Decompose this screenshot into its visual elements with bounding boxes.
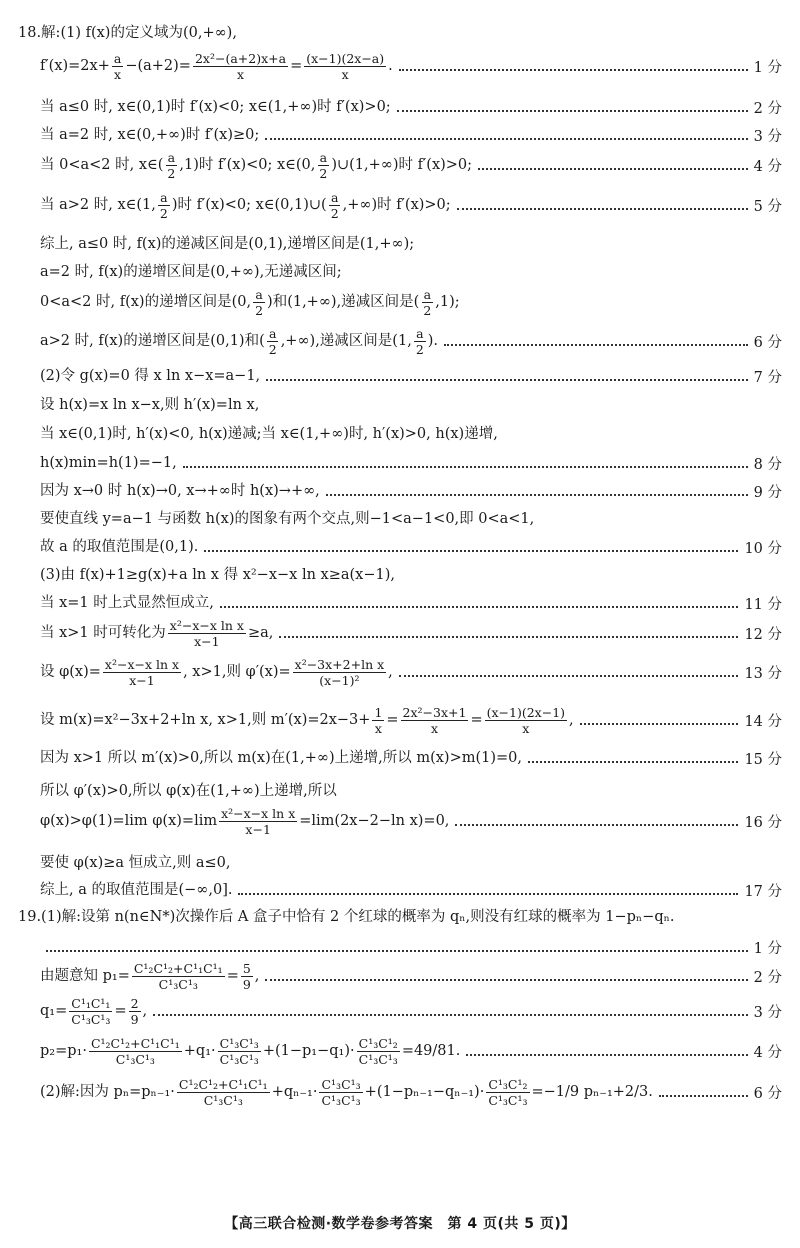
dot-leader <box>238 893 738 895</box>
score-label: 6 分 <box>753 1085 782 1102</box>
fraction <box>218 1036 261 1067</box>
dot-leader <box>580 723 739 725</box>
expr-text: 设 φ(x)= <box>40 664 101 680</box>
fraction <box>267 326 279 357</box>
fraction-denominator: C¹₃C¹₃ <box>488 1092 528 1108</box>
solution-line <box>0 934 800 960</box>
fraction-denominator: 2 <box>159 205 168 221</box>
line-expression <box>40 618 273 649</box>
fraction-numerator: 2x²−(a+2)x+a <box>194 50 287 66</box>
solution-line <box>0 1035 800 1067</box>
fraction <box>89 1036 182 1067</box>
solution-line <box>0 478 800 504</box>
score-label: 10 分 <box>744 540 782 557</box>
expr-text: ,1)时 f′(x)<0; x∈(0, <box>179 157 316 173</box>
line-expression <box>40 537 198 557</box>
dot-leader <box>326 494 748 496</box>
fraction-numerator: 2 <box>130 995 139 1011</box>
fraction-denominator: C¹₃C¹₃ <box>115 1051 155 1067</box>
solution-line <box>0 617 800 649</box>
score-label: 16 分 <box>744 814 782 831</box>
expr-text: +qₙ₋₁· <box>271 1084 318 1100</box>
fraction-numerator: C¹₃C¹₂ <box>358 1035 398 1051</box>
solution-line <box>0 850 800 876</box>
expr-text: )∪(1,+∞)时 f′(x)>0; <box>331 157 473 173</box>
expr-text: = <box>226 968 239 984</box>
expr-text: a=2 时, f(x)的递增区间是(0,+∞),无递减区间; <box>40 264 342 280</box>
expr-text: h(x)min=h(1)=−1, <box>40 455 177 471</box>
expr-text: ,+∞)时 f′(x)>0; <box>342 197 451 213</box>
score-label: 1 分 <box>753 59 782 76</box>
dot-leader <box>455 824 738 826</box>
line-expression <box>40 453 177 473</box>
score-label: 9 分 <box>753 484 782 501</box>
fraction-denominator: C¹₃C¹₃ <box>203 1092 243 1108</box>
fraction <box>485 705 567 736</box>
expr-text: 因为 x>1 所以 m′(x)>0,所以 m(x)在(1,+∞)上递增,所以 m(x)>m(1)=0, <box>40 750 523 766</box>
line-expression <box>40 1036 460 1067</box>
solution-line <box>0 656 800 688</box>
fraction-numerator: C¹₂C¹₂+C¹₁C¹₁ <box>90 1035 180 1051</box>
solution-line <box>0 704 800 736</box>
line-expression <box>40 853 231 873</box>
dot-leader <box>466 1054 747 1056</box>
solution-line <box>0 421 800 447</box>
solution-line <box>0 877 800 903</box>
fraction <box>372 705 384 736</box>
fraction <box>177 1077 270 1108</box>
fraction <box>421 287 433 318</box>
fraction <box>112 51 123 82</box>
line-expression <box>40 781 337 801</box>
expr-text: , <box>388 664 393 680</box>
fraction <box>486 1077 529 1108</box>
fraction-numerator: a <box>423 286 432 302</box>
dot-leader <box>46 950 748 952</box>
line-expression <box>40 234 414 254</box>
line-expression <box>40 97 391 117</box>
solution-line <box>0 363 800 389</box>
fraction <box>241 961 253 992</box>
expr-text: (2)令 g(x)=0 得 x ln x−x=a−1, <box>40 368 261 384</box>
expr-text: φ(x)>φ(1)=lim φ(x)=lim <box>40 813 218 829</box>
fraction <box>158 190 170 221</box>
solution-line <box>0 149 800 181</box>
fraction-denominator: x−1 <box>245 821 271 837</box>
dot-leader <box>528 761 738 763</box>
dot-leader <box>659 1095 748 1097</box>
fraction-denominator: 9 <box>130 1011 139 1027</box>
line-expression <box>40 125 259 145</box>
solution-line <box>0 534 800 560</box>
expr-text: = <box>470 712 483 728</box>
line-expression <box>18 907 675 927</box>
dot-leader <box>265 979 747 981</box>
score-label: 4 分 <box>753 1044 782 1061</box>
expr-text: ,+∞),递减区间是(1, <box>280 333 412 349</box>
line-expression <box>40 287 460 318</box>
fraction-denominator: C¹₃C¹₃ <box>71 1011 111 1027</box>
fraction-numerator: x²−3x+2+ln x <box>294 656 385 672</box>
fraction-denominator: x <box>114 66 122 82</box>
expr-text: 当 x>1 时可转化为 <box>40 625 166 641</box>
expr-text: =−1/9 pₙ₋₁+2/3. <box>531 1084 653 1100</box>
expr-text: +q₁· <box>183 1043 216 1059</box>
fraction <box>132 961 225 992</box>
fraction-denominator: C¹₃C¹₃ <box>358 1051 398 1067</box>
solution-line <box>0 904 800 930</box>
dot-leader <box>265 138 747 140</box>
expr-text: . <box>388 58 393 74</box>
line-expression <box>40 880 232 900</box>
solution-line <box>0 231 800 257</box>
line-expression <box>40 150 472 181</box>
expr-text: 因为 x→0 时 h(x)→0, x→+∞时 h(x)→+∞, <box>40 483 320 499</box>
fraction <box>304 51 386 82</box>
dot-leader <box>279 636 738 638</box>
line-expression <box>40 366 260 386</box>
fraction <box>293 657 387 688</box>
fraction-numerator: a <box>255 286 263 302</box>
solution-line <box>0 325 800 357</box>
line-expression <box>40 705 574 736</box>
fraction-denominator: C¹₃C¹₃ <box>158 976 198 992</box>
dot-leader <box>478 168 748 170</box>
fraction-denominator: 2 <box>319 165 328 181</box>
expr-text: =49/81. <box>401 1043 461 1059</box>
line-expression <box>40 424 498 444</box>
line-expression <box>40 51 393 82</box>
fraction-numerator: (x−1)(2x−a) <box>306 50 385 66</box>
expr-text: 综上, a≤0 时, f(x)的递减区间是(0,1),递增区间是(1,+∞); <box>40 236 415 252</box>
fraction-denominator: C¹₃C¹₃ <box>219 1051 259 1067</box>
fraction <box>253 287 265 318</box>
line-expression <box>40 481 320 501</box>
fraction-numerator: C¹₃C¹₂ <box>488 1076 528 1092</box>
expr-text: 设 h(x)=x ln x−x,则 h′(x)=ln x, <box>40 397 260 413</box>
line-expression <box>40 961 259 992</box>
expr-text: p₂=p₁· <box>40 1043 87 1059</box>
fraction-numerator: C¹₃C¹₃ <box>219 1035 259 1051</box>
solution-line <box>0 960 800 992</box>
fraction-denominator: 9 <box>242 976 251 992</box>
fraction-numerator: a <box>269 325 277 341</box>
dot-leader <box>266 379 747 381</box>
expr-text: 当 0<a<2 时, x∈( <box>40 157 164 173</box>
fraction-numerator: a <box>167 149 176 165</box>
line-expression <box>40 565 395 585</box>
expr-text: a>2 时, f(x)的递增区间是(0,1)和( <box>40 333 265 349</box>
score-label: 2 分 <box>753 969 782 986</box>
solution-line <box>0 122 800 148</box>
expr-text: )和(1,+∞),递减区间是( <box>267 294 420 310</box>
expr-text: (3)由 f(x)+1≥g(x)+a ln x 得 x²−x−x ln x≥a(x−1), <box>40 567 395 583</box>
fraction-denominator: 2 <box>167 165 176 181</box>
fraction <box>329 190 341 221</box>
expr-text: = <box>290 58 303 74</box>
expr-text: q₁= <box>40 1003 68 1019</box>
fraction-denominator: 2 <box>255 302 264 318</box>
expr-text: )时 f′(x)<0; x∈(0,1)∪( <box>171 197 327 213</box>
expr-text: −(a+2)= <box>125 58 191 74</box>
expr-text: , x>1,则 φ′(x)= <box>183 664 291 680</box>
fraction-denominator: x <box>341 66 349 82</box>
fraction-denominator: 2 <box>415 341 424 357</box>
line-expression <box>18 23 237 43</box>
dot-leader <box>444 344 748 346</box>
expr-text: f′(x)=2x+ <box>40 58 110 74</box>
expr-text: 19.(1)解:设第 n(n∈N*)次操作后 A 盒子中恰有 2 个红球的概率为 qₙ,则没有红球的概率为 1−pₙ−qₙ. <box>18 909 675 925</box>
score-label: 17 分 <box>744 883 782 900</box>
dot-leader <box>399 69 748 71</box>
fraction-numerator: x²−x−x ln x <box>169 617 244 633</box>
fraction <box>69 996 112 1027</box>
score-label: 13 分 <box>744 665 782 682</box>
fraction-denominator: x−1 <box>194 633 220 649</box>
expr-text: = <box>386 712 399 728</box>
score-label: 4 分 <box>753 158 782 175</box>
fraction-numerator: a <box>330 189 339 205</box>
score-label: 5 分 <box>753 198 782 215</box>
fraction <box>129 996 141 1027</box>
score-label: 6 分 <box>753 334 782 351</box>
fraction-denominator: (x−1)² <box>319 672 360 688</box>
fraction-denominator: 2 <box>330 205 339 221</box>
solution-line <box>0 745 800 771</box>
expr-text: 综上, a 的取值范围是(−∞,0]. <box>40 882 233 898</box>
fraction-numerator: x²−x−x ln x <box>104 656 180 672</box>
fraction <box>401 705 469 736</box>
fraction-denominator: x <box>374 720 382 736</box>
score-label: 11 分 <box>744 596 782 613</box>
solution-line <box>0 189 800 221</box>
dot-leader <box>183 466 748 468</box>
expr-text: 18.解:(1) f(x)的定义域为(0,+∞), <box>18 25 237 41</box>
fraction-denominator: x−1 <box>129 672 155 688</box>
solution-line <box>0 50 800 82</box>
fraction-numerator: a <box>160 189 168 205</box>
score-label: 1 分 <box>753 940 782 957</box>
expr-text: 当 x∈(0,1)时, h′(x)<0, h(x)递减;当 x∈(1,+∞)时, h′(x)>0, h(x)递增, <box>40 426 498 442</box>
fraction-numerator: x²−x−x ln x <box>221 805 296 821</box>
fraction <box>219 806 297 837</box>
line-expression <box>40 395 259 415</box>
solution-line <box>0 506 800 532</box>
fraction <box>414 326 426 357</box>
fraction <box>319 1077 362 1108</box>
dot-leader <box>457 208 748 210</box>
line-expression <box>40 1077 653 1108</box>
expr-text: 由题意知 p₁= <box>40 968 130 984</box>
expr-text: 设 m(x)=x²−3x+2+ln x, x>1,则 m′(x)=2x−3+ <box>40 712 371 728</box>
solution-line <box>0 590 800 616</box>
expr-text: 当 a=2 时, x∈(0,+∞)时 f′(x)≥0; <box>40 127 260 143</box>
expr-text: 所以 φ′(x)>0,所以 φ(x)在(1,+∞)上递增,所以 <box>40 783 337 799</box>
fraction-numerator: 5 <box>242 960 251 976</box>
line-expression <box>40 326 438 357</box>
solution-line <box>0 1076 800 1108</box>
line-expression <box>40 262 342 282</box>
score-label: 3 分 <box>753 1004 782 1021</box>
dot-leader <box>397 110 748 112</box>
dot-leader <box>153 1014 748 1016</box>
fraction-denominator: x <box>430 720 439 736</box>
score-label: 12 分 <box>744 626 782 643</box>
fraction <box>168 618 246 649</box>
fraction-numerator: C¹₁C¹₁ <box>71 995 111 1011</box>
expr-text: 要使直线 y=a−1 与函数 h(x)的图象有两个交点,则−1<a−1<0,即 0<a<1, <box>40 511 535 527</box>
solution-line <box>0 20 800 46</box>
line-expression <box>40 806 449 837</box>
fraction-denominator: x <box>236 66 245 82</box>
line-expression <box>40 657 393 688</box>
fraction-numerator: a <box>319 149 328 165</box>
fraction <box>103 657 181 688</box>
line-expression <box>40 748 522 768</box>
fraction-numerator: 1 <box>374 704 383 720</box>
solution-line <box>0 805 800 837</box>
expr-text: 当 a>2 时, x∈(1, <box>40 197 156 213</box>
solution-line <box>0 94 800 120</box>
fraction-numerator: a <box>416 325 424 341</box>
line-expression <box>40 996 147 1027</box>
fraction-denominator: 2 <box>423 302 432 318</box>
score-label: 3 分 <box>753 128 782 145</box>
fraction-numerator: a <box>113 50 122 66</box>
fraction-numerator: 2x²−3x+1 <box>402 704 467 720</box>
fraction-denominator: x <box>522 720 530 736</box>
dot-leader <box>204 550 738 552</box>
fraction <box>317 150 329 181</box>
line-expression <box>40 593 214 613</box>
line-expression <box>40 190 451 221</box>
expr-text: +(1−pₙ₋₁−qₙ₋₁)· <box>364 1084 485 1100</box>
solution-line <box>0 778 800 804</box>
expr-text: =lim(2x−2−ln x)=0, <box>299 813 450 829</box>
solution-line <box>0 392 800 418</box>
expr-text: , <box>569 712 574 728</box>
fraction-denominator: 2 <box>268 341 277 357</box>
fraction-denominator: C¹₃C¹₃ <box>321 1092 361 1108</box>
solution-line <box>0 286 800 318</box>
line-expression <box>40 509 534 529</box>
expr-text: +(1−p₁−q₁)· <box>262 1043 355 1059</box>
score-label: 14 分 <box>744 713 782 730</box>
expr-text: 要使 φ(x)≥a 恒成立,则 a≤0, <box>40 855 231 871</box>
page-footer: 【高三联合检测·数学卷参考答案 第 4 页(共 5 页)】 <box>224 1216 576 1232</box>
expr-text: , <box>254 968 260 984</box>
dot-leader <box>220 606 739 608</box>
expr-text: ≥a, <box>247 625 274 641</box>
fraction-numerator: C¹₂C¹₂+C¹₁C¹₁ <box>178 1076 268 1092</box>
score-label: 2 分 <box>753 100 782 117</box>
expr-text: , <box>142 1003 148 1019</box>
fraction <box>357 1036 400 1067</box>
score-label: 7 分 <box>753 369 782 386</box>
expr-text: ). <box>427 333 439 349</box>
score-label: 8 分 <box>753 456 782 473</box>
solution-line <box>0 450 800 476</box>
fraction-numerator: C¹₂C¹₂+C¹₁C¹₁ <box>133 960 223 976</box>
expr-text: = <box>114 1003 127 1019</box>
expr-text: ,1); <box>435 294 460 310</box>
expr-text: 故 a 的取值范围是(0,1). <box>40 539 199 555</box>
solution-line <box>0 562 800 588</box>
solution-line <box>0 995 800 1027</box>
score-label: 15 分 <box>744 751 782 768</box>
expr-text: 当 a≤0 时, x∈(0,1)时 f′(x)<0; x∈(1,+∞)时 f′(x)>0; <box>40 99 391 115</box>
expr-text: (2)解:因为 pₙ=pₙ₋₁· <box>40 1084 175 1100</box>
dot-leader <box>399 675 739 677</box>
fraction <box>193 51 288 82</box>
expr-text: 0<a<2 时, f(x)的递增区间是(0, <box>40 294 252 310</box>
fraction-numerator: (x−1)(2x−1) <box>486 704 566 720</box>
expr-text: 当 x=1 时上式显然恒成立, <box>40 595 214 611</box>
solution-line <box>0 259 800 285</box>
fraction <box>165 150 177 181</box>
fraction-numerator: C¹₃C¹₃ <box>321 1076 361 1092</box>
